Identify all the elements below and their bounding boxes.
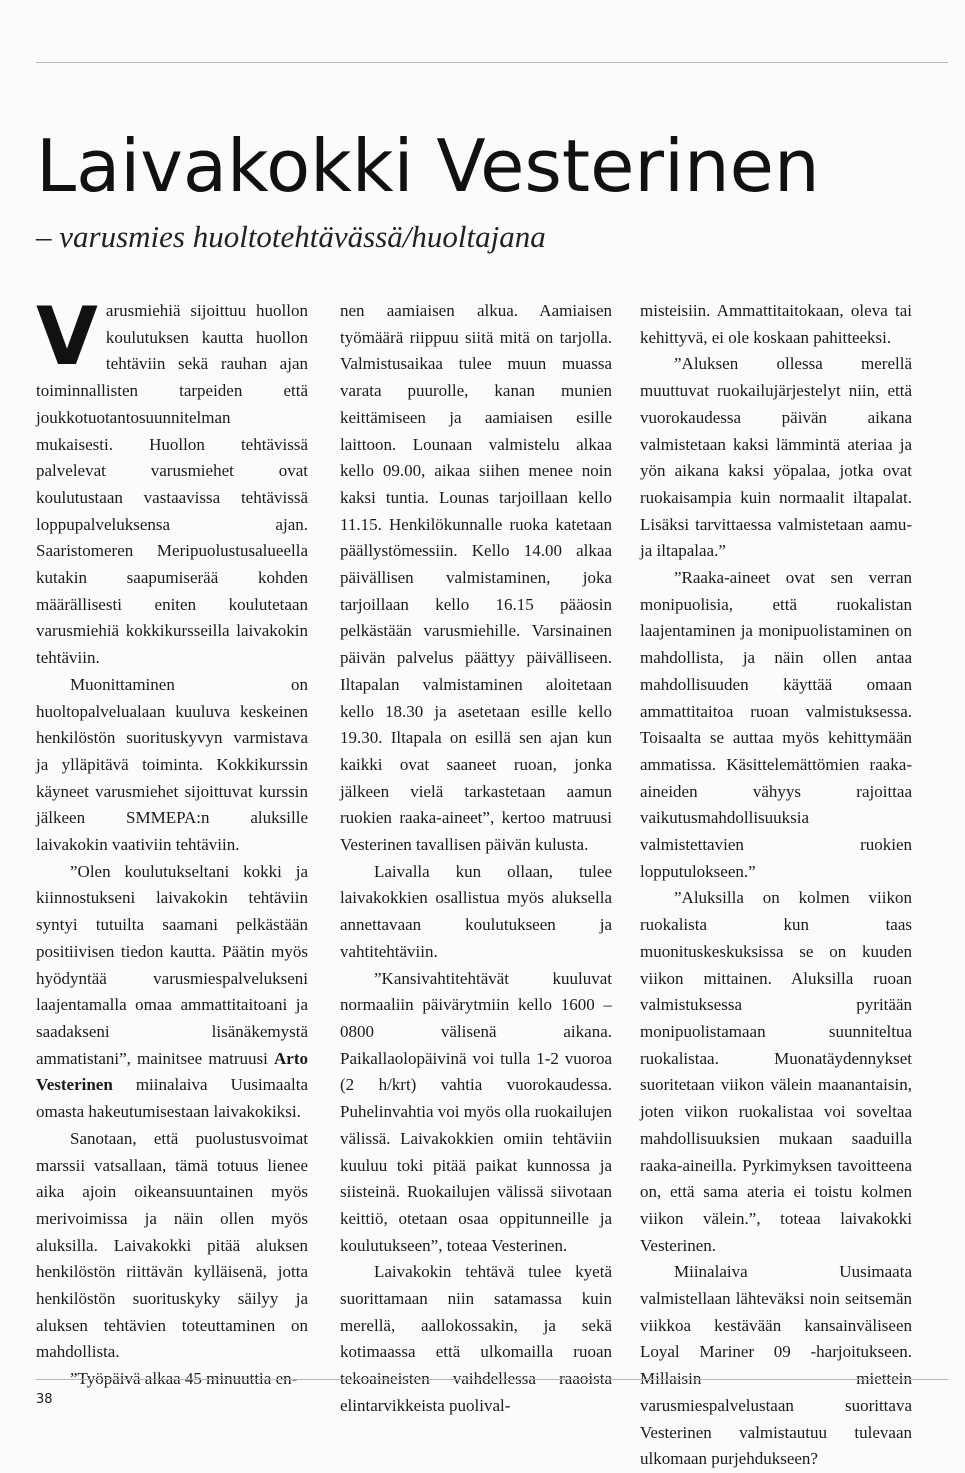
paragraph: ”Kansivahtitehtävät kuuluvat normaaliin päivärytmiin kello 1600 – 0800 välisenä aikana. Paikallaolopäivinä voi tulla 1-2 vuoroa (2 h/krt) vahtia vuorokaudessa. Puhelinvahtia voi myös olla ruokailujen välissä. Laivakokkien omiin tehtäviin kuuluu toki pitää paikat kunnossa ja siisteinä. Ruokailujen välissä siivotaan keittiö, otetaan osaa oppitunneille ja koulutukseen”, toteaa Vesterinen. — [340, 968, 612, 1255]
article-title: Laivakokki Vesterinen — [36, 124, 820, 208]
paragraph: Muonittaminen on huoltopalvelualaan kuuluva keskeinen henkilöstön suorituskyvyn varmistava ja ylläpitävä toiminta. Kokkikurssin käyneet varusmiehet sijoittuvat kurssin jälkeen SMMEPA:n aluksille laivakokin vaativiin tehtäviin. — [36, 674, 308, 855]
top-rule — [36, 62, 948, 63]
paragraph-text: arusmiehiä sijoittuu huollon koulutuksen kautta huollon tehtäviin sekä rauhan ajan toiminnallisten tarpeiden että joukkotuotantosuunnitelman mukaisesti. Huollon tehtävissä palvelevat varusmiehet ovat koulutustaan vastaavissa tehtävissä loppupalveluksensa ajan. Saaristomeren Meripuolustusalueella kutakin saapumiserää kohden määrällisesti eniten koulutetaan varusmiehiä kokkikursseilla laivakokin tehtäviin. — [36, 301, 308, 668]
page-number: 38 — [36, 1392, 53, 1407]
paragraph: ”Aluksilla on kolmen viikon ruokalista kun taas muonituskeskuksissa se on kuuden viikon mittainen. Aluksilla ruoan valmistuksessa pyritään monipuolistamaan suunniteltua ruokalistaa. Muonatäydennykset suoritetaan viikon välein maanantaisin, joten viikon ruokalistaa voi soveltaa mahdollisuuksien mukaan saaduilla raaka-aineilla. Pyrkimyksen tavoitteena on, että sama ateria ei toistu kolmen viikon välein.”, toteaa laivakokki Vesterinen. — [640, 888, 912, 1255]
paragraph-text: ”Olen koulutukseltani kokki ja kiinnostukseni laivakokin tehtäviin syntyi tutuilta saamani pelkästään positiivisen tiedon kautta. Päätin myös hyödyntää varusmiespalvelukseni laajentamalla omaa ammattitaitoani ja saadakseni lisänäkemystä ammatistani”, mainitsee matruusi — [36, 861, 308, 1068]
drop-cap: V — [36, 290, 98, 383]
paragraph: Miinalaiva Uusimaata valmistellaan lähteväksi noin seitsemän viikkoa kestävään kansainväliseen Loyal Mariner 09 -harjoitukseen. Millaisin miettein varusmiespalvelustaan suorittava Vesterinen valmistautuu tulevaan ulkomaan purjehdukseen? — [640, 1262, 912, 1469]
person-name: Arto Vesterinen — [36, 1048, 308, 1095]
article-column-1 — [36, 290, 308, 1393]
paragraph — [36, 859, 308, 1126]
paragraph: ”Aluksen ollessa merellä muuttuvat ruokailujärjestelyt niin, että vuorokaudessa päivän aikana valmistetaan kaksi lämmintä ateriaa ja yön aikana kaksi yöpalaa, jotka ovat ruokaisampia kuin normaalit iltapalat. Lisäksi tarvittaessa valmistetaan aamu- ja iltapalaa.” — [640, 354, 912, 561]
paragraph — [36, 290, 308, 672]
article-column-2 — [340, 298, 612, 1420]
paragraph: ”Raaka-aineet ovat sen verran monipuolisia, että ruokalistan laajentaminen ja monipuolistaminen on mahdollista, ja näin ollen antaa mahdollisuuden käyttää omaan ammattitaitoa ruoan valmistuksessa. Toisaalta se auttaa myös kehittymään ammatissa. Käsittelemättömien raaka-aineiden vähyys rajoittaa vaikutusmahdollisuuksia valmistettavien ruokien lopputulokseen.” — [640, 568, 912, 881]
paragraph: nen aamiaisen alkua. Aamiaisen työmäärä riippuu siitä mitä on tarjolla. Valmistusaikaa tulee muun muassa varata puurolle, kanan munien keittämiseen ja aamiaisen esille laittoon. Lounaan valmistelu alkaa kello 09.00, aikaa siihen menee noin kaksi tuntia. Lounas tarjoillaan kello 11.15. Henkilökunnalle ruoka katetaan päällystömessiin. Kello 14.00 alkaa päivällisen valmistaminen, joka tarjoillaan kello 16.15 pääosin pelkästään varusmiehille. Varsinainen päivän palvelus päättyy päivälliseen. Iltapalan valmistaminen aloitetaan kello 18.30 ja asetetaan esille kello 19.30. Iltapala on esillä sen ajan kun kaikki ovat saaneet ruoan, jonka jälkeen vielä tarkastetaan aamun ruokien raaka-aineet”, kertoo matruusi Vesterinen tavallisen päivän kulusta. — [340, 301, 612, 855]
bottom-rule — [36, 1379, 948, 1380]
paragraph-text: miinalaiva Uusimaalta omasta hakeutumisestaan laivakokiksi. — [36, 1075, 308, 1122]
paragraph: Laivalla kun ollaan, tulee laivakokkien osallistua myös aluksella annettavaan koulutukseen ja vahtitehtäviin. — [340, 861, 612, 961]
paragraph: misteisiin. Ammattitaitokaan, oleva tai kehittyvä, ei ole koskaan pahitteeksi. — [640, 301, 912, 347]
paragraph: Sanotaan, että puolustusvoimat marssii vatsallaan, tämä totuus lienee aika ajoin oikeansuuntainen myös merivoimissa ja näin ollen myös aluksilla. Laivakokki pitää aluksen henkilöstön riittävän kylläisenä, jotta henkilöstön suorituskyky säilyy ja aluksen tehtävien toteuttaminen on mahdollista. — [36, 1128, 308, 1362]
article-column-3 — [640, 298, 912, 1473]
paragraph: Laivakokin tehtävä tulee kyetä suorittamaan niin satamassa kuin merellä, aallokossakin, ja sekä kotimaassa että ulkomailla ruoan tekoaineisten vaihdellessa raaoista elintarvikkeista puolival- — [340, 1262, 612, 1415]
article-subtitle: – varusmies huoltotehtävässä/huoltajana — [36, 219, 546, 254]
paragraph: ”Työpäivä alkaa 45 minuuttia en- — [70, 1369, 298, 1389]
